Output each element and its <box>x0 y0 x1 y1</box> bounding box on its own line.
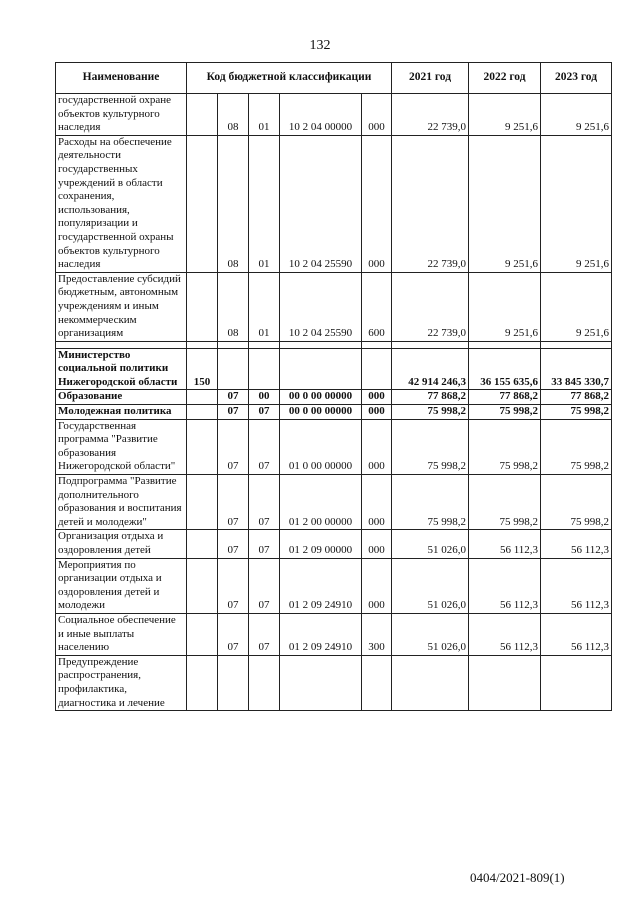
header-name: Наименование <box>56 63 187 94</box>
cell-2022: 9 251,6 <box>469 94 541 136</box>
cell-2023: 56 112,3 <box>541 558 612 613</box>
cell-2021: 75 998,2 <box>392 419 469 474</box>
cell-target-article: 00 0 00 00000 <box>280 390 362 405</box>
cell-2023: 33 845 330,7 <box>541 348 612 390</box>
cell-section: 07 <box>218 419 249 474</box>
cell-2021: 42 914 246,3 <box>392 348 469 390</box>
cell-expense-type: 000 <box>362 405 392 420</box>
cell-subsection: 07 <box>249 613 280 655</box>
cell-expense-type: 000 <box>362 475 392 530</box>
page-number: 132 <box>309 38 331 53</box>
cell-2021: 75 998,2 <box>392 475 469 530</box>
cell-2022: 75 998,2 <box>469 419 541 474</box>
cell-expense-type: 300 <box>362 613 392 655</box>
cell-subsection: 07 <box>249 405 280 420</box>
cell-name: Расходы на обеспечение деятельности государственных учреждений в области сохранения, использования, популяризации и государственной охраны объектов культурного наследия <box>56 135 187 272</box>
cell-2022: 9 251,6 <box>469 272 541 341</box>
spacer-cell <box>280 341 362 348</box>
cell-section: 08 <box>218 272 249 341</box>
spacer-cell <box>249 341 280 348</box>
cell-dept <box>187 94 218 136</box>
cell-dept <box>187 405 218 420</box>
cell-dept <box>187 655 218 710</box>
table-row <box>56 613 612 655</box>
cell-target-article: 10 2 04 00000 <box>280 94 362 136</box>
cell-dept <box>187 390 218 405</box>
cell-section: 07 <box>218 530 249 558</box>
cell-target-article: 10 2 04 25590 <box>280 272 362 341</box>
cell-subsection: 07 <box>249 558 280 613</box>
cell-dept <box>187 558 218 613</box>
spacer-cell <box>541 341 612 348</box>
header-code: Код бюджетной классификации <box>187 63 392 94</box>
spacer-row <box>56 341 612 348</box>
cell-subsection: 07 <box>249 419 280 474</box>
table-header-row <box>56 63 612 94</box>
cell-2021 <box>392 655 469 710</box>
cell-name: Мероприятия по организации отдыха и оздоровления детей и молодежи <box>56 558 187 613</box>
cell-2022: 9 251,6 <box>469 135 541 272</box>
header-2023: 2023 год <box>541 63 612 94</box>
cell-2022: 56 112,3 <box>469 613 541 655</box>
cell-2023: 9 251,6 <box>541 135 612 272</box>
cell-expense-type: 000 <box>362 530 392 558</box>
cell-target-article <box>280 348 362 390</box>
cell-name: Предоставление субсидий бюджетным, автономным учреждениям и иным некоммерческим организациям <box>56 272 187 341</box>
cell-section: 08 <box>218 94 249 136</box>
cell-expense-type: 000 <box>362 558 392 613</box>
table-body <box>56 94 612 711</box>
cell-target-article <box>280 655 362 710</box>
cell-dept <box>187 135 218 272</box>
cell-section: 07 <box>218 390 249 405</box>
cell-2022: 77 868,2 <box>469 390 541 405</box>
spacer-cell <box>362 341 392 348</box>
cell-name: Организация отдыха и оздоровления детей <box>56 530 187 558</box>
cell-2022: 36 155 635,6 <box>469 348 541 390</box>
table-row <box>56 94 612 136</box>
table-row <box>56 655 612 710</box>
cell-subsection: 01 <box>249 94 280 136</box>
table-row <box>56 135 612 272</box>
header-2021: 2021 год <box>392 63 469 94</box>
cell-target-article: 01 2 09 24910 <box>280 613 362 655</box>
cell-expense-type <box>362 348 392 390</box>
spacer-cell <box>187 341 218 348</box>
table-row <box>56 272 612 341</box>
cell-2023: 56 112,3 <box>541 530 612 558</box>
cell-2022: 56 112,3 <box>469 530 541 558</box>
spacer-cell <box>392 341 469 348</box>
cell-section: 07 <box>218 558 249 613</box>
cell-name: Министерство социальной политики Нижегородской области <box>56 348 187 390</box>
cell-2023 <box>541 655 612 710</box>
cell-2021: 51 026,0 <box>392 530 469 558</box>
spacer-cell <box>56 341 187 348</box>
cell-subsection: 07 <box>249 475 280 530</box>
cell-subsection: 00 <box>249 390 280 405</box>
cell-2021: 77 868,2 <box>392 390 469 405</box>
cell-2023: 77 868,2 <box>541 390 612 405</box>
cell-subsection <box>249 655 280 710</box>
spacer-cell <box>218 341 249 348</box>
cell-2021: 22 739,0 <box>392 135 469 272</box>
cell-2022: 56 112,3 <box>469 558 541 613</box>
cell-dept: 150 <box>187 348 218 390</box>
cell-dept <box>187 530 218 558</box>
cell-subsection: 07 <box>249 530 280 558</box>
cell-expense-type: 000 <box>362 419 392 474</box>
table-row <box>56 558 612 613</box>
cell-section <box>218 348 249 390</box>
table-row <box>56 475 612 530</box>
budget-table <box>55 62 612 711</box>
cell-name: Социальное обеспечение и иные выплаты населению <box>56 613 187 655</box>
cell-section: 07 <box>218 475 249 530</box>
cell-dept <box>187 475 218 530</box>
cell-2021: 51 026,0 <box>392 558 469 613</box>
cell-2023: 56 112,3 <box>541 613 612 655</box>
cell-section <box>218 655 249 710</box>
cell-target-article: 00 0 00 00000 <box>280 405 362 420</box>
cell-expense-type: 000 <box>362 135 392 272</box>
cell-expense-type: 000 <box>362 390 392 405</box>
cell-target-article: 10 2 04 25590 <box>280 135 362 272</box>
cell-dept <box>187 613 218 655</box>
cell-2022: 75 998,2 <box>469 405 541 420</box>
cell-name: Подпрограмма "Развитие дополнительного образования и воспитания детей и молодежи" <box>56 475 187 530</box>
cell-2023: 75 998,2 <box>541 405 612 420</box>
cell-2021: 22 739,0 <box>392 272 469 341</box>
cell-subsection: 01 <box>249 272 280 341</box>
cell-section: 07 <box>218 405 249 420</box>
header-2022: 2022 год <box>469 63 541 94</box>
cell-2022 <box>469 655 541 710</box>
cell-2022: 75 998,2 <box>469 475 541 530</box>
cell-expense-type: 600 <box>362 272 392 341</box>
cell-target-article: 01 2 09 24910 <box>280 558 362 613</box>
table-row <box>56 405 612 420</box>
cell-2023: 75 998,2 <box>541 419 612 474</box>
cell-target-article: 01 0 00 00000 <box>280 419 362 474</box>
document-id: 0404/2021-809(1) <box>470 870 565 885</box>
cell-2023: 75 998,2 <box>541 475 612 530</box>
cell-2023: 9 251,6 <box>541 94 612 136</box>
cell-name: государственной охране объектов культурного наследия <box>56 94 187 136</box>
cell-target-article: 01 2 00 00000 <box>280 475 362 530</box>
cell-section: 08 <box>218 135 249 272</box>
cell-name: Предупреждение распространения, профилактика, диагностика и лечение <box>56 655 187 710</box>
table-row <box>56 530 612 558</box>
table-row <box>56 390 612 405</box>
cell-2021: 75 998,2 <box>392 405 469 420</box>
table-row <box>56 348 612 390</box>
cell-subsection <box>249 348 280 390</box>
table-row <box>56 419 612 474</box>
cell-target-article: 01 2 09 00000 <box>280 530 362 558</box>
cell-name: Образование <box>56 390 187 405</box>
cell-2021: 51 026,0 <box>392 613 469 655</box>
cell-name: Государственная программа "Развитие образования Нижегородской области" <box>56 419 187 474</box>
cell-dept <box>187 419 218 474</box>
cell-2021: 22 739,0 <box>392 94 469 136</box>
cell-expense-type: 000 <box>362 94 392 136</box>
cell-expense-type <box>362 655 392 710</box>
cell-dept <box>187 272 218 341</box>
cell-section: 07 <box>218 613 249 655</box>
cell-2023: 9 251,6 <box>541 272 612 341</box>
cell-name: Молодежная политика <box>56 405 187 420</box>
spacer-cell <box>469 341 541 348</box>
cell-subsection: 01 <box>249 135 280 272</box>
